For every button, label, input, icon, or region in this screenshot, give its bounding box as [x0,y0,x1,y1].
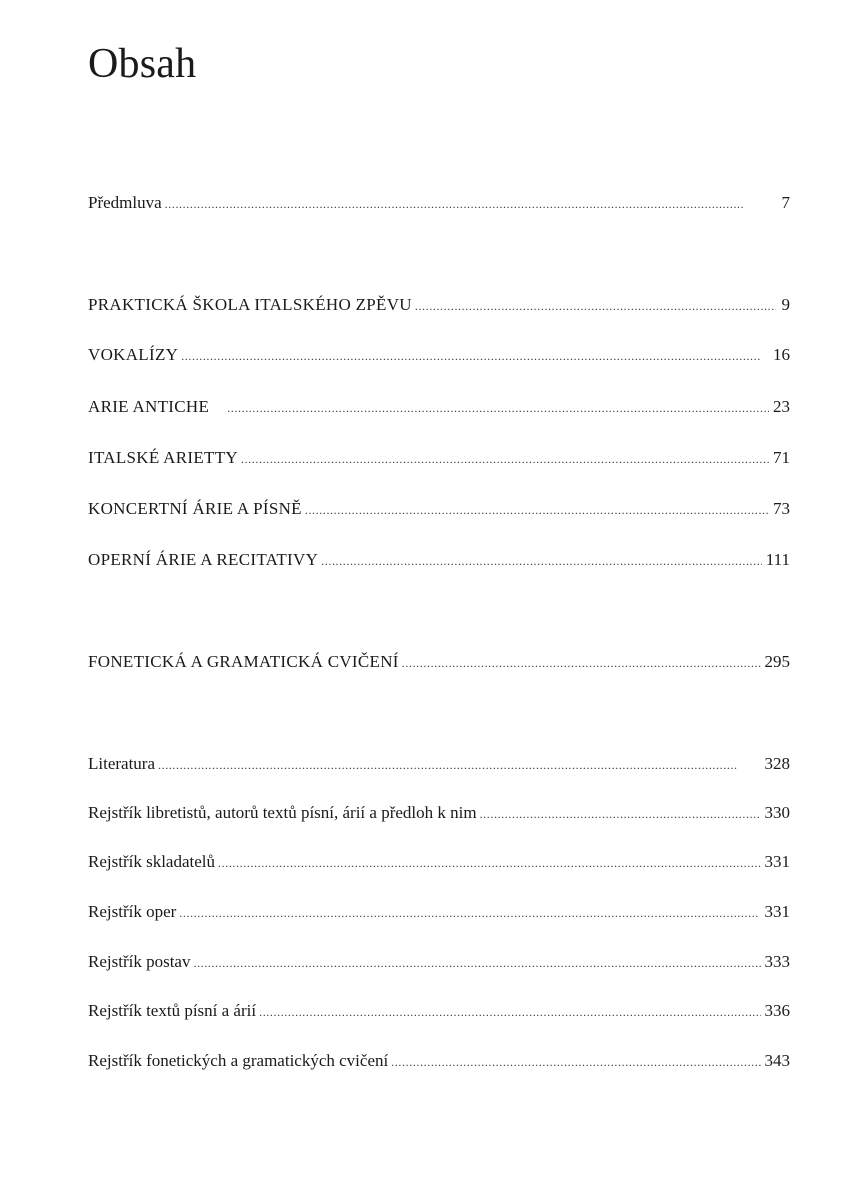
toc-entry-label: FONETICKÁ A GRAMATICKÁ CVIČENÍ [88,652,399,671]
dot-leader [259,1001,760,1023]
toc-entry-rejstrik-postav[interactable] [88,951,790,974]
dot-leader [218,852,760,874]
toc-entry-page: 71 [773,448,790,467]
toc-entry-label: Rejstřík postav [88,952,191,971]
toc-entry-label: PRAKTICKÁ ŠKOLA ITALSKÉHO ZPĚVU [88,295,412,314]
toc-entry-prakticka-skola[interactable] [88,294,790,317]
toc-entry-operni-arie[interactable] [88,549,790,572]
toc-entry-page: 73 [773,499,790,518]
toc-entry-rejstrik-textu[interactable] [88,1000,790,1023]
dot-leader [305,499,769,521]
dot-leader [193,952,760,974]
toc-entry-literatura[interactable] [88,753,790,776]
toc-entry-page: 295 [764,652,790,671]
toc-entry-label: Rejstřík oper [88,902,177,921]
toc-entry-label: Rejstřík textů písní a árií [88,1001,257,1020]
toc-entry-label: Rejstřík libretistů, autorů textů písní, árií a předloh k nim [88,803,477,822]
dot-leader [181,345,769,367]
toc-entry-label: ARIE ANTICHE [88,397,210,416]
toc-entry-koncertni-arie[interactable] [88,498,790,521]
toc-entry-label: ITALSKÉ ARIETTY [88,448,238,467]
toc-entry-page: 328 [764,754,790,773]
dot-leader [179,902,760,924]
toc-entry-rejstrik-cviceni[interactable] [88,1050,790,1073]
toc-entry-label: Literatura [88,754,156,773]
toc-entry-page: 333 [764,952,790,971]
dot-leader [241,448,769,470]
dot-leader [321,550,762,572]
toc-entry-page: 331 [764,852,790,871]
toc-entry-rejstrik-skladatelu[interactable] [88,851,790,874]
toc-entry-arie-antiche[interactable] [88,396,790,419]
dot-leader [480,803,761,825]
dot-leader [227,397,769,419]
toc-entry-page: 111 [765,550,790,569]
toc-entry-page: 343 [764,1051,790,1070]
toc-entry-rejstrik-oper[interactable] [88,901,790,924]
dot-leader [415,295,776,317]
toc-entry-rejstrik-libretistu[interactable] [88,802,790,825]
toc-entry-page: 9 [781,295,790,314]
toc-entry-label: Rejstřík skladatelů [88,852,216,871]
toc-entry-label: KONCERTNÍ ÁRIE A PÍSNĚ [88,499,302,518]
toc-entry-label: Rejstřík fonetických a gramatických cvičení [88,1051,389,1070]
dot-leader [402,652,761,674]
dot-leader [158,754,760,776]
toc-entry-page: 330 [764,803,790,822]
toc-entry-page: 7 [781,193,790,212]
toc-entry-predmluva[interactable] [88,192,790,215]
toc-entry-page: 336 [764,1001,790,1020]
toc-entry-page: 23 [773,397,790,416]
toc-entry-label: Předmluva [88,193,162,212]
toc-entry-foneticka-cviceni[interactable] [88,651,790,674]
dot-leader [391,1051,760,1073]
toc-entry-page: 331 [764,902,790,921]
dot-leader [165,193,776,215]
page-title: Obsah [88,41,197,87]
toc-entry-vokalizy[interactable] [88,344,790,367]
toc-entry-label: VOKALÍZY [88,345,179,364]
toc-entry-label: OPERNÍ ÁRIE A RECITATIVY [88,550,319,569]
toc-entry-italske-arietty[interactable] [88,447,790,470]
toc-entry-page: 16 [773,345,790,364]
